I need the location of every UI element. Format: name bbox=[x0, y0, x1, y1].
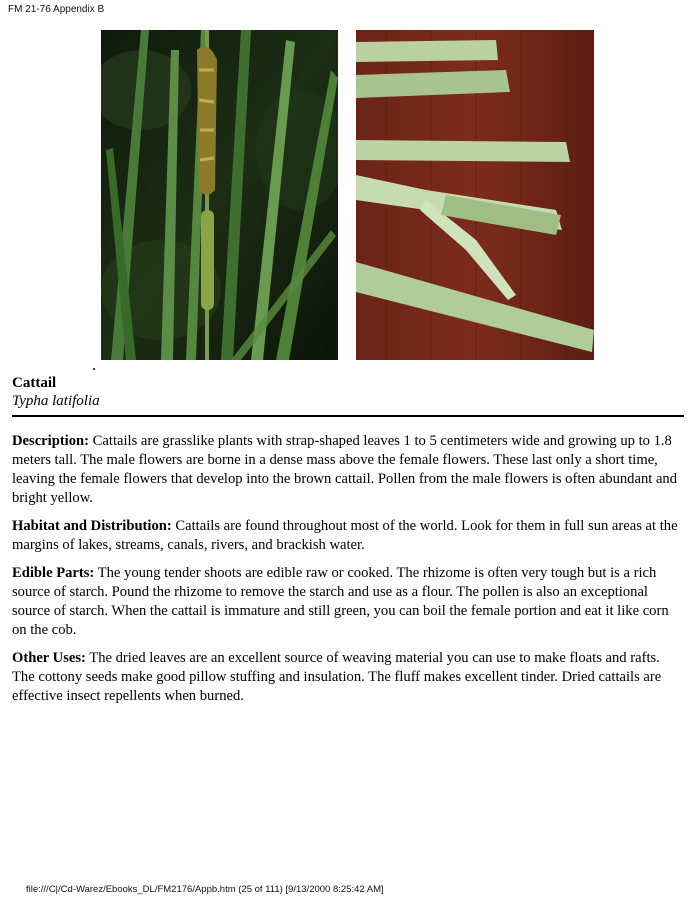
cattail-plant-photo bbox=[101, 30, 338, 360]
common-name: Cattail bbox=[12, 375, 57, 391]
page-footer: file:///C|/Cd-Warez/Ebooks_DL/FM2176/Appb.htm (25 of 111) [9/13/2000 8:25:42 AM] bbox=[26, 884, 384, 895]
page-header: FM 21-76 Appendix B bbox=[8, 4, 105, 15]
plant-sections bbox=[12, 432, 684, 715]
other-uses-section bbox=[12, 649, 684, 706]
section-label: Habitat and Distribution: bbox=[12, 518, 172, 534]
title-divider bbox=[12, 415, 684, 417]
edible-parts-section bbox=[12, 564, 684, 640]
section-text: Cattails are found throughout most of the world. Look for them in full sun areas at the margins of lakes, streams, canals, rivers, and brackish water. bbox=[12, 518, 678, 553]
section-label: Other Uses: bbox=[12, 650, 86, 666]
description-section bbox=[12, 432, 684, 508]
scientific-name: Typha latifolia bbox=[12, 393, 100, 409]
section-text: The young tender shoots are edible raw or cooked. The rhizome is often very tough but is a rich source of starch. Pound the rhizome to remove the starch and use as a flour. The pollen is also an exceptional source of starch. When the cattail is immature and still green, you can boil the female portion and eat it like corn on the cob. bbox=[12, 565, 669, 638]
plant-title-block bbox=[12, 374, 100, 410]
section-label: Edible Parts: bbox=[12, 565, 95, 581]
section-text: Cattails are grasslike plants with strap-shaped leaves 1 to 5 centimeters wide and growing up to 1.8 meters tall. The male flowers are borne in a dense mass above the female flowers. These last only a short time, leaving the female flowers that develop into the brown cattail. Pollen from the male flowers is often abundant and bright yellow. bbox=[12, 433, 678, 506]
habitat-section bbox=[12, 517, 684, 555]
stray-dot bbox=[93, 368, 95, 370]
section-label: Description: bbox=[12, 433, 90, 449]
cattail-stalks-photo bbox=[356, 30, 594, 360]
section-text: The dried leaves are an excellent source of weaving material you can use to make floats and rafts. The cottony seeds make good pillow stuffing and insulation. The fluff makes excellent tinder. Dried cattails are effective insect repellents when burned. bbox=[12, 650, 662, 704]
